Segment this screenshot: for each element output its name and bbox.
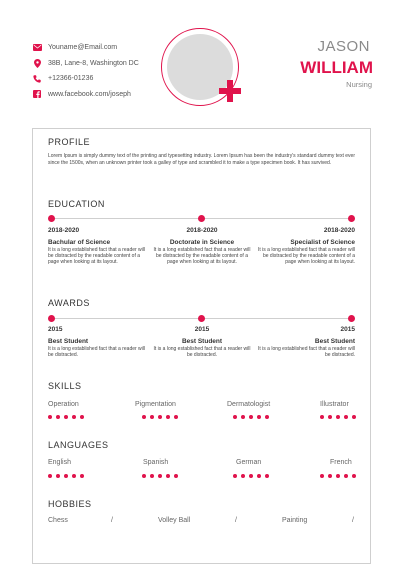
contact-facebook-text: www.facebook.com/joseph [48,90,131,98]
skills-heading: SKILLS [48,381,82,391]
rating-dot [328,474,332,478]
award-desc: It is a long established fact that a reader will be distracted. [258,346,355,358]
contact-email[interactable] [32,40,182,56]
contact-phone-text: +12366-01236 [48,75,94,83]
contact-list [32,40,182,102]
rating-dot [241,474,245,478]
award-desc: It is a long established fact that a reader will be distracted. [153,346,251,358]
awards-heading: AWARDS [48,298,90,308]
hobby-separator: / [352,517,354,524]
awards-dot-1 [48,315,55,322]
rating-dot [166,474,170,478]
award-name: Best Student [48,338,89,345]
skill-rating [320,415,356,419]
profile-text: Lorem Ipsum is simply dummy text of the printing and typesetting industry. Lorem Ipsum has been the industry's standard dummy text ever since the 1500s, when an unknown printer took a galley of type and scrambled it to make a type specimen book. It has survived. [48,153,355,166]
skill-name: Operation [48,401,79,408]
rating-dot [150,415,154,419]
education-desc: It is a long established fact that a reader will be distracted by the readable content of a page when looking at its layout. [48,247,145,265]
awards-dot-3 [348,315,355,322]
education-item [48,228,148,265]
hobby-item: Chess [48,517,68,524]
rating-dot [265,474,269,478]
phone-icon [32,75,42,83]
rating-dot [166,415,170,419]
rating-dot [352,474,356,478]
rating-dot [233,474,237,478]
facebook-icon [32,90,42,98]
language-name: English [48,459,71,466]
hobby-separator: / [111,517,113,524]
award-item [255,327,355,358]
rating-dot [158,474,162,478]
first-name: JASON [317,38,370,55]
rating-dot [80,474,84,478]
rating-dot [249,474,253,478]
education-dot-3 [348,215,355,222]
rating-dot [174,474,178,478]
award-desc: It is a long established fact that a reader will be distracted. [48,346,145,358]
education-item [152,228,252,265]
awards-dot-2 [198,315,205,322]
rating-dot [265,415,269,419]
rating-dot [142,415,146,419]
education-dot-2 [198,215,205,222]
rating-dot [233,415,237,419]
contact-address [32,56,182,72]
education-year: 2018-2020 [48,227,80,234]
skill-name: Pigmentation [135,401,176,408]
hobby-separator: / [235,517,237,524]
rating-dot [142,474,146,478]
plus-icon [219,80,241,102]
language-rating [233,474,269,478]
contact-facebook[interactable] [32,87,182,103]
rating-dot [344,474,348,478]
education-desc: It is a long established fact that a reader will be distracted by the readable content of a page when looking at its layout. [153,247,251,265]
rating-dot [257,474,261,478]
award-item [48,327,148,358]
rating-dot [344,415,348,419]
hobby-item: Painting [282,517,308,524]
location-icon [32,59,42,67]
award-item [152,327,252,358]
contact-phone[interactable] [32,71,182,87]
rating-dot [249,415,253,419]
award-year: 2015 [48,326,63,333]
language-rating [48,474,84,478]
rating-dot [72,415,76,419]
rating-dot [80,415,84,419]
rating-dot [241,415,245,419]
skill-name: Illustrator [320,401,349,408]
rating-dot [336,415,340,419]
education-heading: EDUCATION [48,199,105,209]
contact-address-text: 38B, Lane-8, Washington DC [48,59,139,67]
award-year: 2015 [340,326,355,333]
rating-dot [328,415,332,419]
languages-heading: LANGUAGES [48,440,109,450]
rating-dot [64,474,68,478]
language-name: French [330,459,352,466]
profile-heading: PROFILE [48,137,91,147]
education-item [255,228,355,265]
rating-dot [174,415,178,419]
skill-name: Dermatologist [227,401,271,408]
education-year: 2018-2020 [323,227,355,234]
education-dot-1 [48,215,55,222]
email-icon [32,44,42,52]
rating-dot [48,415,52,419]
language-name: German [236,459,262,466]
rating-dot [336,474,340,478]
education-year: 2018-2020 [186,227,218,234]
contact-email-text: Youname@Email.com [48,44,118,52]
language-rating [142,474,178,478]
last-name: WILLIAM [300,58,373,77]
rating-dot [352,415,356,419]
rating-dot [320,415,324,419]
award-year: 2015 [194,326,210,333]
rating-dot [56,415,60,419]
rating-dot [64,415,68,419]
education-desc: It is a long established fact that a reader will be distracted by the readable content of a page when looking at its layout. [258,247,355,265]
rating-dot [257,415,261,419]
education-degree: Doctorate in Science [169,239,235,246]
skill-rating [48,415,84,419]
rating-dot [48,474,52,478]
rating-dot [56,474,60,478]
hobbies-heading: HOBBIES [48,499,92,509]
hobby-item: Volley Ball [158,517,191,524]
language-name: Spanish [143,459,169,466]
job-title: Nursing [346,80,372,89]
skill-rating [233,415,269,419]
rating-dot [150,474,154,478]
rating-dot [320,474,324,478]
rating-dot [72,474,76,478]
language-rating [320,474,356,478]
award-name: Best Student [314,338,355,345]
education-degree: Bachular of Science [48,239,111,246]
education-degree: Specialist of Science [290,239,355,246]
rating-dot [158,415,162,419]
award-name: Best Student [181,338,223,345]
skill-rating [142,415,178,419]
